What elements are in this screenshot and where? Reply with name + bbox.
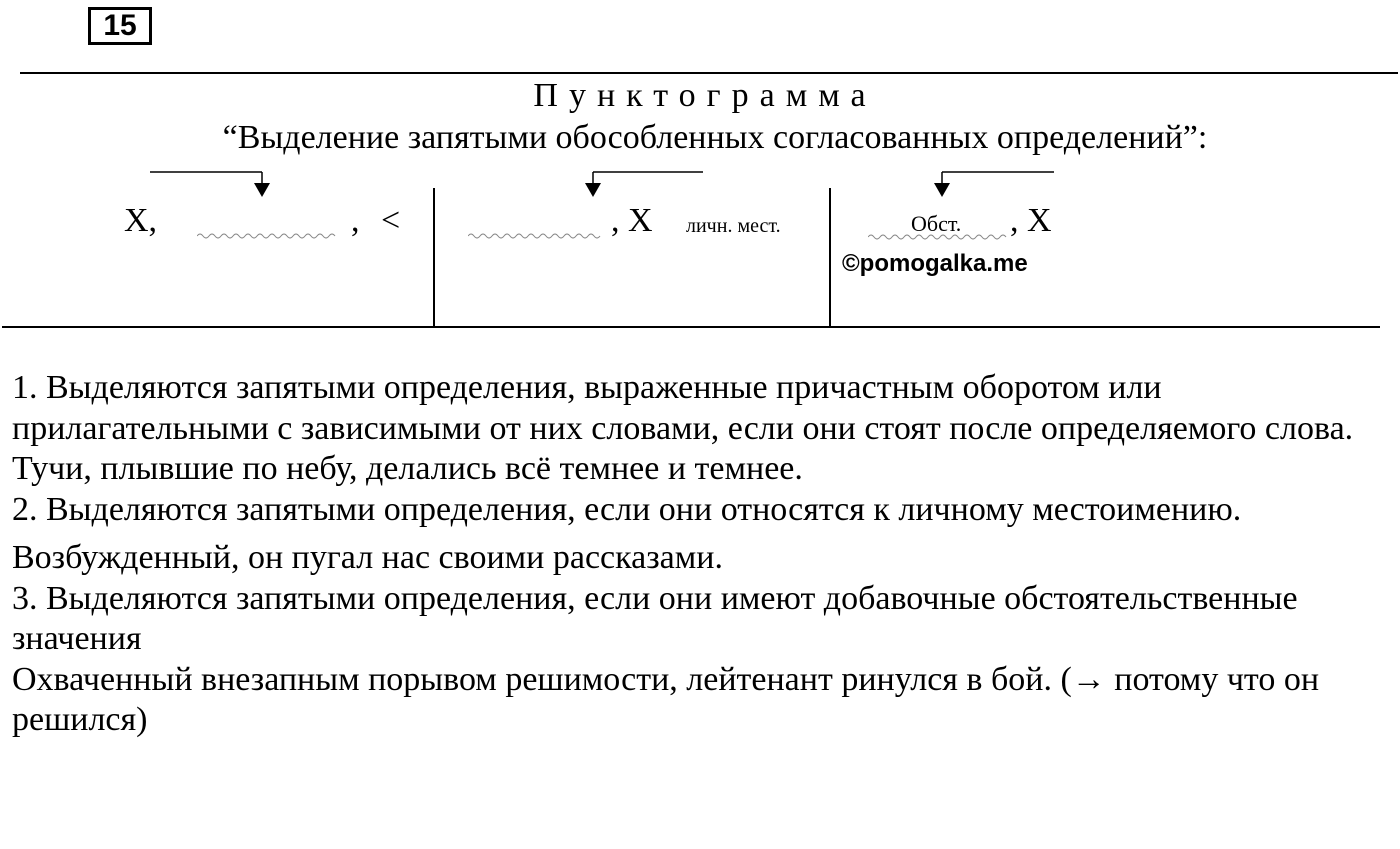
- scheme-col1-x: X,: [124, 202, 158, 239]
- example-3: Охваченный внезапным порывом решимости, лейтенант ринулся в бой. (→ потому что он решился): [12, 660, 1320, 738]
- page-title: Пунктограмма: [533, 77, 877, 114]
- arrow-col3: [934, 172, 1054, 197]
- arrow-col2: [585, 172, 703, 197]
- scheme-col2-wavy-blank: [468, 232, 608, 240]
- scheme-divider-1: [433, 188, 435, 327]
- exercise-number-box: 15: [88, 7, 152, 45]
- scheme-col3-obst: Обст.: [911, 211, 962, 236]
- arrow-col1: [150, 172, 270, 197]
- scheme-col1-lt: <: [381, 202, 401, 239]
- scheme-arrows: [0, 160, 1400, 200]
- scheme-col2-x: , X: [611, 202, 653, 239]
- scheme-divider-2: [829, 188, 831, 327]
- scheme-bottom-rule: [2, 326, 1380, 328]
- example-1: Тучи, плывшие по небу, делались всё темнее и темнее.: [12, 450, 803, 487]
- rule-3: 3. Выделяются запятыми определения, если они имеют добавочные обстоятельственные значения: [12, 579, 1298, 657]
- example-2: Возбужденный, он пугал нас своими рассказами.: [12, 539, 723, 576]
- scheme-col1-wavy-blank: [197, 232, 347, 240]
- page-subtitle: “Выделение запятыми обособленных согласованных определений”:: [222, 119, 1208, 156]
- rule-1: 1. Выделяются запятыми определения, выраженные причастным оборотом или прилагательными с зависимыми от них словами, если они стоят после определяемого слова.: [12, 369, 1354, 447]
- rule-2: 2. Выделяются запятыми определения, если они относятся к личному местоимению.: [12, 490, 1242, 528]
- rules-body: [12, 368, 1392, 741]
- scheme-col3-wavy-underline: [868, 233, 1010, 241]
- scheme-col3-x: , X: [1010, 202, 1052, 239]
- watermark: ©pomogalka.me: [842, 250, 1028, 277]
- scheme-col2-note: личн. мест.: [686, 215, 781, 237]
- top-rule: [20, 72, 1398, 74]
- scheme-col1-comma: ,: [351, 202, 360, 239]
